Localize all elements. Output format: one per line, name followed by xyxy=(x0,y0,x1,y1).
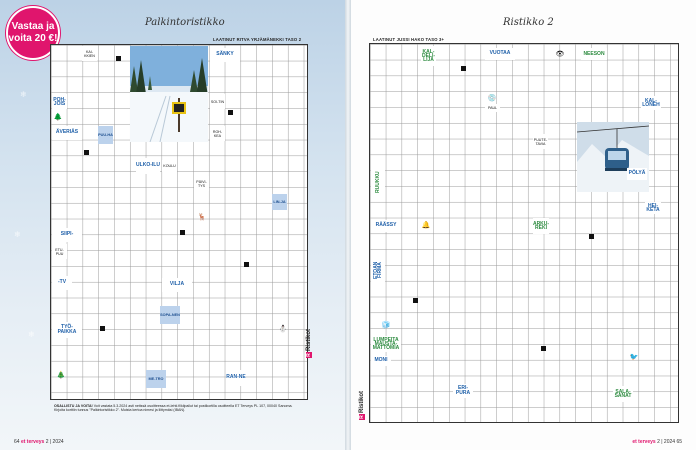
clue-arkku: ARKU-REKI xyxy=(533,218,549,234)
black-cell xyxy=(413,298,418,303)
footer-instructions xyxy=(54,404,304,413)
page-title: Palkintoristikko xyxy=(145,17,225,28)
bird-icon: 🐦 xyxy=(629,354,639,361)
footer-text: Voit vastata 5.3.2024 asti netissä osoitteessa et-lehti.fi/kilpailut tai postikortilla osoitteella ET Terveys PL 107, 00040 Sanoma. Kirjoita korttiin tunnus "Palkintoristikko 2". Muista kertoa nimesi ja liittymäsi (IBAN). xyxy=(54,404,293,413)
clue-kaikki: KAI-KKIEN xyxy=(82,46,97,61)
ice-icon: 🧊 xyxy=(381,322,391,329)
page-number-left: 64 et terveys 2 | 2024 xyxy=(14,439,64,445)
clue-paul: PAUL xyxy=(485,104,500,112)
snowman-icon: ⛄ xyxy=(278,326,288,333)
clue-sanky: SÄNKY xyxy=(210,48,240,62)
clue-metro: ME-TRO xyxy=(146,370,166,388)
clue-eripura: ERI-PURA xyxy=(453,384,473,398)
clue-etoan: ETOAN FIRMA xyxy=(371,256,385,284)
clue-koulu: KOULU xyxy=(162,160,177,172)
promo-badge: Vastaa ja voita 20 €! xyxy=(6,6,60,60)
clue-siipi: SIIPI- xyxy=(52,228,82,242)
brand-mark-icon: R xyxy=(306,353,312,357)
clue-polya: PÖLYÄ xyxy=(627,168,647,180)
clue-vilja: VILJA xyxy=(162,278,192,292)
clue-raassy: RÄÄSSY xyxy=(371,220,401,232)
clue-kaldi: KAL-DELI-LIJA xyxy=(421,46,436,66)
black-cell xyxy=(461,66,466,71)
footer-label: OSALLISTU JA VOITA! xyxy=(54,404,93,408)
eye-icon: 👁 xyxy=(555,51,565,58)
ski-lift-photo xyxy=(577,122,649,192)
clue-soitin: SOI-TIN xyxy=(210,94,225,109)
reindeer-icon: 🦌 xyxy=(197,214,207,221)
clue-tv: -TV xyxy=(52,276,72,290)
page-number-right: et terveys 2 | 2024 65 xyxy=(632,439,682,445)
clue-heiketa: HEI-KETA xyxy=(646,203,660,213)
left-page xyxy=(0,0,345,450)
black-cell xyxy=(244,262,249,267)
christmas-tree-icon: 🎄 xyxy=(56,372,66,379)
clue-averias: ÄVERIÄS xyxy=(52,126,82,140)
clue-ruukku: RUUKKU xyxy=(371,170,385,194)
clue-etupuu: ETU-PUU xyxy=(52,244,67,259)
bell-icon: 🔔 xyxy=(421,222,431,229)
clue-neeson: NEESON xyxy=(581,48,607,60)
clue-vuotaa: VUOTAA xyxy=(485,48,515,60)
black-cell xyxy=(589,234,594,239)
pine-tree-icon: 🌲 xyxy=(53,114,63,121)
clue-puutavia: PUUTE-TAVIA xyxy=(533,134,548,149)
brand-logo: R Ristikot xyxy=(306,328,312,357)
snow-photo xyxy=(130,46,208,142)
snowflake-icon: ❄ xyxy=(14,230,21,239)
crossword-grid[interactable] xyxy=(369,43,679,423)
black-cell xyxy=(116,56,121,61)
snowflake-icon: ❄ xyxy=(20,90,27,99)
black-cell xyxy=(180,230,185,235)
brand-logo: R Ristikot xyxy=(359,390,365,419)
clue-linja: LIN-JA xyxy=(272,194,287,210)
snowflake-icon: ❄ xyxy=(28,330,35,339)
page-title: Ristikko 2 xyxy=(503,17,554,28)
clue-pohjois: POH-JOIS xyxy=(52,94,67,109)
clue-puuha: PUU-HA xyxy=(98,126,113,144)
grid-header-note: LAATINUT RITVA YRJÄMÄNEKKI TASO 2 xyxy=(213,37,302,42)
vinyl-record-icon: 💿 xyxy=(487,95,497,102)
black-cell xyxy=(100,326,105,331)
clue-paivitys: PÄIVI-TYS xyxy=(194,176,209,191)
brand-mark-icon: R xyxy=(359,415,365,419)
black-cell xyxy=(228,110,233,115)
clue-sopanen: SOPA-NEN xyxy=(160,306,180,324)
black-cell xyxy=(84,150,89,155)
clue-tyopaikka: TYÖ-PAIKKA xyxy=(52,322,82,338)
clue-lumpeita: LUMPEITA MAUSTA-MATTOMIA xyxy=(372,337,400,351)
clue-ranne: RAN-NE xyxy=(226,370,246,386)
black-cell xyxy=(541,346,546,351)
clue-salasana: SALA-SANAT xyxy=(613,386,633,402)
right-page xyxy=(351,0,696,450)
grid-header-note: LAATINUT JUSSI HAKO TASO 3+ xyxy=(373,37,445,42)
clue-ulkoilu: ULKO-ILU xyxy=(136,158,160,174)
clue-kaloneh: KAL-LONEH xyxy=(642,98,660,108)
clue-moni: MONI xyxy=(371,356,391,366)
clue-rohkea: ROH-KEA xyxy=(210,126,225,141)
